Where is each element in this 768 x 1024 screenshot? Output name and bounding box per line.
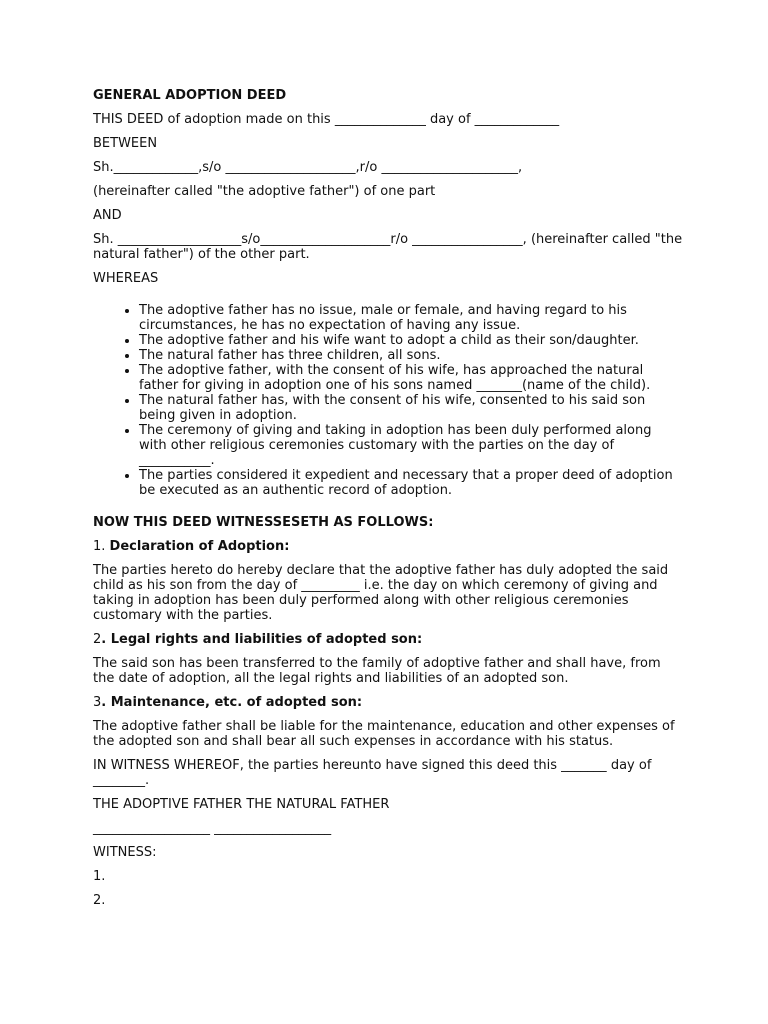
recital-item: • The ceremony of giving and taking in adoption has been duly performed along with other religious ceremonies customary with the parties on the day of ___________. xyxy=(139,423,683,468)
witness-slot: 1. xyxy=(93,869,106,884)
witnesseth-heading: NOW THIS DEED WITNESSESETH AS FOLLOWS: xyxy=(93,515,434,530)
section-number: 3 xyxy=(93,695,102,710)
signature-lines: __________________ __________________ xyxy=(93,821,332,836)
recital-item: • The adoptive father and his wife want to adopt a child as their son/daughter. xyxy=(139,333,683,348)
recital-item: • The adoptive father has no issue, male or female, and having regard to his circumstances, he has no expectation of having any issue. xyxy=(139,303,683,333)
between-label: BETWEEN xyxy=(93,136,158,151)
section-title: Declaration of Adoption: xyxy=(109,539,290,554)
recital-item: • The adoptive father, with the consent of his wife, has approached the natural father for giving in adoption one of his sons named _______(name of the child). xyxy=(139,363,683,393)
section-heading xyxy=(93,695,683,710)
witness-whereof: IN WITNESS WHEREOF, the parties hereunto have signed this deed this _______ day of ________. xyxy=(93,758,652,788)
party2-line: Sh. ___________________s/o____________________r/o _________________, (hereinafter called "the natural father") of the other part. xyxy=(93,232,683,262)
intro-line: THIS DEED of adoption made on this ______________ day of _____________ xyxy=(93,112,560,127)
party1-line: Sh._____________,s/o ____________________,r/o _____________________, xyxy=(93,160,523,175)
recital-item: • The natural father has, with the consent of his wife, consented to his said son being given in adoption. xyxy=(139,393,683,423)
section-heading xyxy=(93,632,683,647)
section-body: The parties hereto do hereby declare that the adoptive father has duly adopted the said child as his son from the day of _________ i.e. the day on which ceremony of giving and taking in adoption has been duly performed along with other religious ceremonies customary with the parties. xyxy=(93,563,669,623)
section-body: The said son has been transferred to the family of adoptive father and shall have, from the date of adoption, all the legal rights and liabilities of an adopted son. xyxy=(93,656,661,686)
whereas-label: WHEREAS xyxy=(93,271,159,286)
section-body: The adoptive father shall be liable for the maintenance, education and other expenses of the adopted son and shall bear all such expenses in accordance with his status. xyxy=(93,719,675,749)
and-label: AND xyxy=(93,208,122,223)
document-title: GENERAL ADOPTION DEED xyxy=(93,88,287,103)
recital-item: • The parties considered it expedient and necessary that a proper deed of adoption be executed as an authentic record of adoption. xyxy=(139,468,683,498)
section-heading xyxy=(93,539,683,554)
section-number: 2 xyxy=(93,632,102,647)
section-title: . Maintenance, etc. of adopted son: xyxy=(101,695,363,710)
witness-label: WITNESS: xyxy=(93,845,157,860)
section-title: . Legal rights and liabilities of adopted son: xyxy=(101,632,423,647)
signatories-line: THE ADOPTIVE FATHER THE NATURAL FATHER xyxy=(93,797,390,812)
witness-slot: 2. xyxy=(93,893,106,908)
recital-item: • The natural father has three children, all sons. xyxy=(139,348,683,363)
party1-description: (hereinafter called "the adoptive father") of one part xyxy=(93,184,436,199)
section-number: 1. xyxy=(93,539,110,554)
deed-content xyxy=(93,88,683,917)
recitals-list xyxy=(93,303,683,498)
